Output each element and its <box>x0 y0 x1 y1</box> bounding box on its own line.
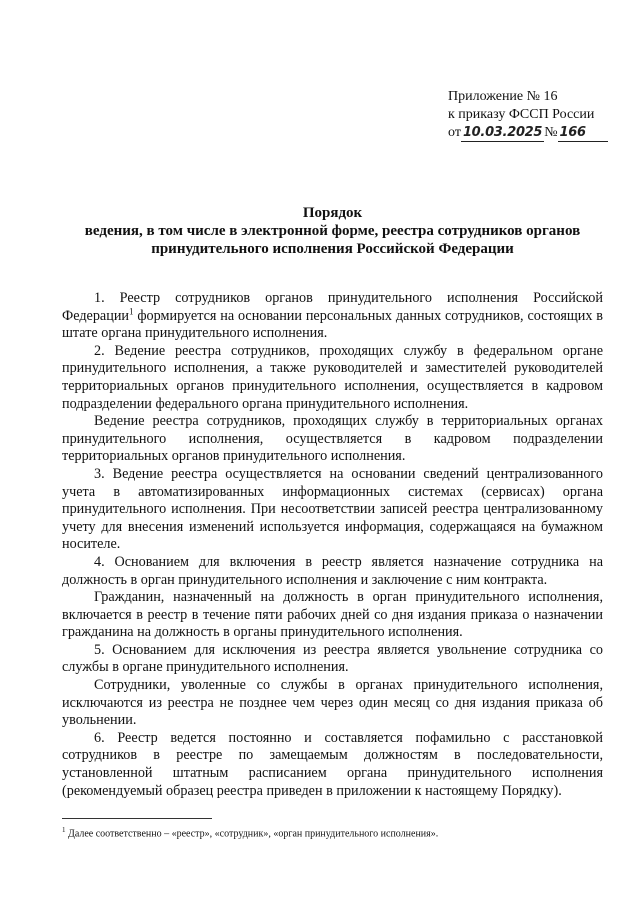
document-body <box>62 290 603 800</box>
order-reference: к приказу ФССП России <box>448 107 595 122</box>
title-line-3: принудительного исполнения Российской Федерации <box>151 241 514 257</box>
paragraph-2: 2. Ведение реестра сотрудников, проходящих службу в федеральном органе принудительного исполнения, а также руководителей и заместителей руководителей территориальных органов принудительного исполнения, осуществляется в кадровом подразделении федерального органа принудительного исполнения. <box>62 342 603 412</box>
paragraph-2-continued: Ведение реестра сотрудников, проходящих службу в территориальных органах принудительного исполнения, осуществляется в кадровом подразделении территориальных органов принудительного исполнения. <box>62 413 603 465</box>
footnote <box>62 824 603 840</box>
order-date-line <box>448 124 618 142</box>
paragraph-5-continued: Сотрудники, уволенные со службы в органах принудительного исполнения, исключаются из реестра не позднее чем через один месяц со дня издания приказа об увольнении. <box>62 677 603 729</box>
from-label: от <box>448 125 461 140</box>
paragraph-4: 4. Основанием для включения в реестр является назначение сотрудника на должность в орган принудительного исполнения и заключение с ним контракта. <box>62 553 603 588</box>
footnote-ref: 1 <box>129 305 134 316</box>
paragraph-4-continued: Гражданин, назначенный на должность в орган принудительного исполнения, включается в реестр в течение пяти рабочих дней со дня издания приказа о назначении гражданина на должность в органы принудительного исполнения. <box>62 589 603 641</box>
paragraph-1: 1. Реестр сотрудников органов принудительного исполнения Российской Федерации$^1$ формируется на основании персональных данных сотрудников, состоящих в штате органа принудительного исполнения. <box>62 290 603 342</box>
paragraph-6: 6. Реестр ведется постоянно и составляется пофамильно с расстановкой сотрудников в реестре по замещаемым должностям в последовательности, установленной штатным расписанием органа принудительного исполнения (рекомендуемый образец реестра приведен в приложении к настоящему Порядку). <box>62 729 603 799</box>
number-label: № <box>544 125 558 140</box>
handwritten-date: 10.03.2025 <box>462 125 543 140</box>
footnote-marker: 1 <box>62 826 66 834</box>
paragraph-3: 3. Ведение реестра осуществляется на основании сведений централизованного учета в автоматизированных информационных системах (сервисах) органа принудительного исполнения. При несоответствии записей реестра централизованному учету для внесения изменений используется информация, содержащаяся на бумажном носителе. <box>62 465 603 553</box>
footnote-divider <box>62 818 212 819</box>
footnote-text: Далее соответственно – «реестр», «сотрудник», «орган принудительного исполнения». <box>65 828 439 840</box>
appendix-number: Приложение № 16 <box>448 89 558 104</box>
title-line-2: ведения, в том числе в электронной форме, реестра сотрудников органов <box>84 223 581 239</box>
document-title <box>60 204 605 258</box>
handwritten-number: 166 <box>558 125 608 142</box>
appendix-header <box>448 88 618 142</box>
paragraph-5: 5. Основанием для исключения из реестра является увольнение сотрудника со службы в органе принудительного исполнения. <box>62 641 603 676</box>
title-line-1: Порядок <box>302 205 363 221</box>
